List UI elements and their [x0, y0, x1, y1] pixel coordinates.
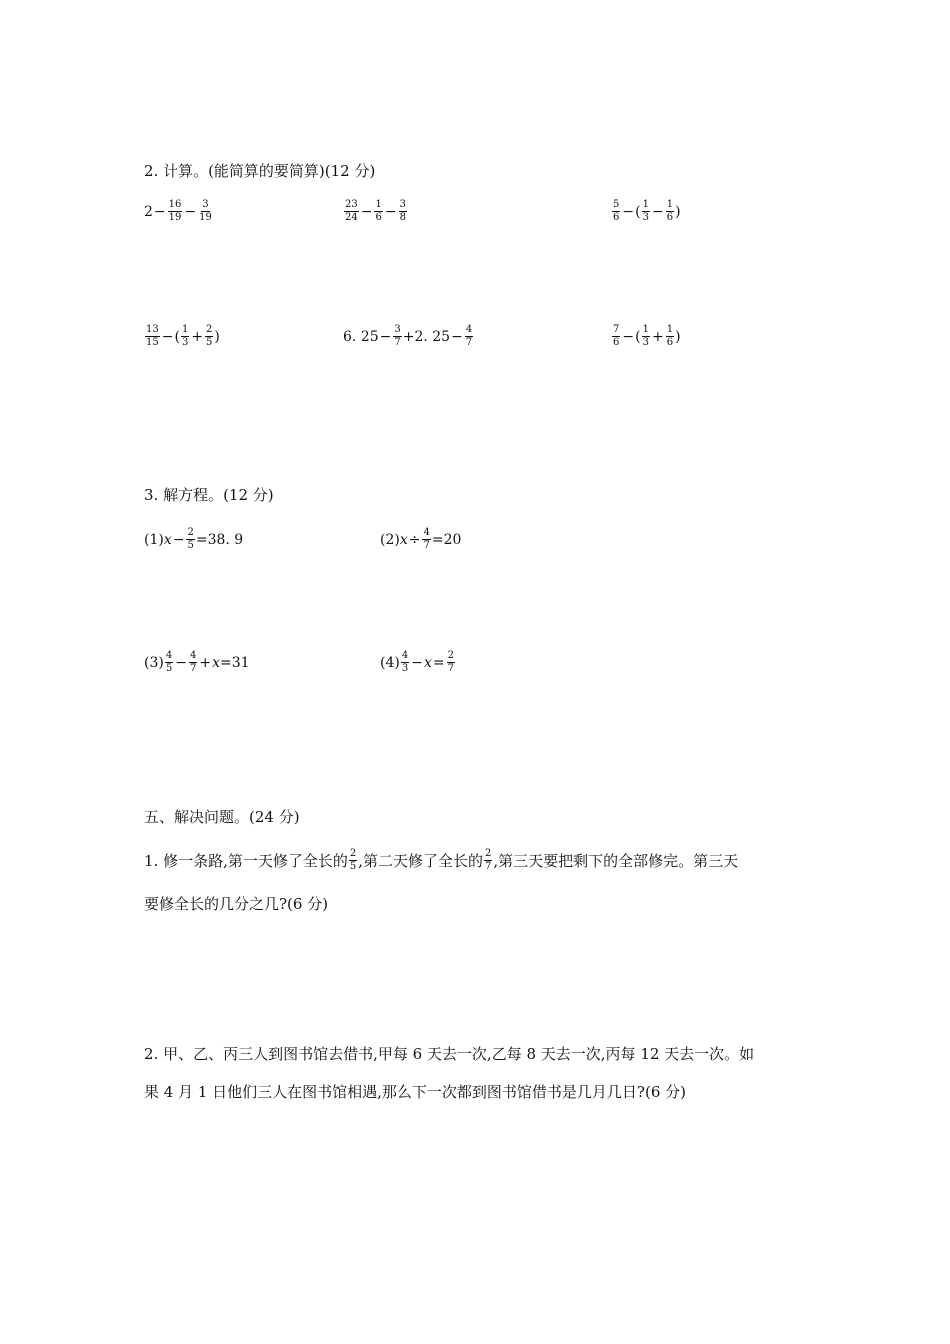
calc-expression-4 — [144, 325, 220, 348]
fraction — [666, 200, 674, 223]
operator: + — [191, 328, 204, 345]
operator: + — [651, 328, 664, 345]
fraction — [484, 849, 492, 872]
numerator: 4 — [401, 650, 409, 661]
term: 2 — [144, 203, 153, 220]
fraction — [666, 325, 674, 348]
denominator: 7 — [485, 861, 492, 872]
problem-text: ,第二天修了全长的 — [358, 851, 484, 870]
denominator: 7 — [394, 337, 401, 348]
operator: − — [172, 531, 185, 548]
calc-expression-1 — [144, 200, 214, 223]
fraction — [189, 651, 197, 674]
operator: − — [153, 203, 166, 220]
equation-label: (2) — [380, 531, 400, 548]
denominator: 5 — [187, 540, 194, 551]
equation-4 — [380, 651, 456, 674]
numerator: 2 — [187, 527, 194, 538]
denominator: 5 — [206, 337, 213, 348]
fraction — [186, 528, 194, 551]
operator: − — [451, 328, 463, 345]
denominator: 7 — [465, 337, 473, 348]
operator: − — [379, 328, 392, 345]
numerator: 7 — [613, 324, 620, 335]
denominator: 3 — [642, 212, 649, 223]
right-paren: ) — [675, 328, 681, 345]
equation-label: (1) — [144, 531, 164, 548]
equation-1 — [144, 528, 243, 551]
operator: − — [651, 203, 664, 220]
numerator: 1 — [642, 324, 649, 335]
numerator: 4 — [189, 650, 197, 661]
numerator: 2 — [447, 650, 454, 661]
problem-2-line-2: 果 4 月 1 日他们三人在图书馆相遇,那么下一次都到图书馆借书是几月几日?(6 分) — [144, 1083, 686, 1101]
problem-text: 1. 修一条路,第一天修了全长的 — [144, 851, 348, 870]
denominator: 19 — [199, 212, 212, 223]
left-paren: ( — [174, 328, 180, 345]
right-paren: ) — [675, 203, 681, 220]
operator: − — [175, 654, 187, 671]
denominator: 6 — [375, 212, 382, 223]
numerator: 2 — [206, 324, 213, 335]
numerator: 13 — [146, 324, 159, 335]
fraction — [344, 200, 359, 223]
variable: x — [423, 654, 432, 671]
denominator: 24 — [345, 212, 358, 223]
denominator: 6 — [666, 212, 674, 223]
calc-expression-5 — [343, 325, 474, 348]
denominator: 5 — [349, 861, 357, 872]
denominator: 3 — [181, 337, 189, 348]
numerator: 4 — [465, 324, 473, 335]
section-5-title: 五、解决问题。(24 分) — [144, 808, 300, 826]
left-paren: ( — [635, 203, 641, 220]
fraction — [422, 528, 430, 551]
denominator: 6 — [613, 337, 620, 348]
fraction — [205, 325, 213, 348]
fraction — [165, 651, 173, 674]
fraction — [465, 325, 473, 348]
equation-rhs: =31 — [219, 654, 250, 671]
calc-expression-2 — [343, 200, 408, 223]
numerator: 4 — [423, 527, 430, 538]
numerator: 1 — [666, 324, 674, 335]
operator: = — [432, 654, 445, 671]
denominator: 6 — [613, 212, 620, 223]
numerator: 1 — [375, 199, 382, 210]
problem-2-line-1: 2. 甲、乙、丙三人到图书馆去借书,甲每 6 天去一次,乙每 8 天去一次,丙每 12 天去一次。如 — [144, 1045, 755, 1063]
section-2-title: 2. 计算。(能简算的要简算)(12 分) — [144, 162, 376, 180]
variable: x — [163, 531, 172, 548]
term: +2. 25 — [402, 328, 451, 345]
problem-1-line-1 — [144, 849, 738, 872]
denominator: 5 — [165, 663, 173, 674]
fraction — [349, 849, 357, 872]
operator: − — [161, 328, 174, 345]
numerator: 5 — [613, 199, 620, 210]
equation-2 — [380, 528, 461, 551]
operator: − — [622, 203, 635, 220]
denominator: 15 — [146, 337, 159, 348]
numerator: 2 — [485, 848, 492, 859]
numerator: 4 — [165, 650, 173, 661]
fraction — [393, 325, 401, 348]
equation-label: (3) — [144, 654, 164, 671]
fraction — [642, 200, 650, 223]
numerator: 16 — [168, 199, 182, 210]
fraction — [612, 325, 620, 348]
denominator: 8 — [399, 212, 406, 223]
numerator: 1 — [642, 199, 649, 210]
operator: ÷ — [408, 531, 421, 548]
fraction — [401, 651, 409, 674]
equation-label: (4) — [380, 654, 400, 671]
denominator: 3 — [401, 663, 409, 674]
numerator: 3 — [399, 199, 406, 210]
numerator: 23 — [345, 199, 358, 210]
denominator: 3 — [642, 337, 649, 348]
right-paren: ) — [214, 328, 220, 345]
equation-rhs: =38. 9 — [195, 531, 244, 548]
problem-text: ,第三天要把剩下的全部修完。第三天 — [493, 851, 739, 870]
operator: − — [184, 203, 197, 220]
problem-1-line-2: 要修全长的几分之几?(6 分) — [144, 895, 329, 913]
fraction — [374, 200, 382, 223]
numerator: 3 — [202, 199, 209, 210]
numerator: 1 — [181, 324, 189, 335]
variable: x — [399, 531, 408, 548]
fraction — [168, 200, 183, 223]
equation-3 — [144, 651, 250, 674]
operator: − — [622, 328, 635, 345]
denominator: 7 — [189, 663, 197, 674]
operator: − — [360, 203, 373, 220]
fraction — [145, 325, 160, 348]
fraction — [642, 325, 650, 348]
numerator: 1 — [666, 199, 674, 210]
fraction — [198, 200, 213, 223]
fraction — [181, 325, 189, 348]
denominator: 6 — [666, 337, 674, 348]
numerator: 3 — [394, 324, 401, 335]
operator: − — [384, 203, 397, 220]
denominator: 19 — [168, 212, 182, 223]
equation-rhs: =20 — [431, 531, 462, 548]
fraction — [447, 651, 455, 674]
variable: x — [212, 654, 220, 671]
calc-expression-6 — [611, 325, 681, 348]
term: 6. 25 — [343, 328, 379, 345]
section-3-title: 3. 解方程。(12 分) — [144, 486, 274, 504]
fraction — [612, 200, 620, 223]
denominator: 7 — [447, 663, 454, 674]
numerator: 2 — [349, 848, 357, 859]
fraction — [399, 200, 407, 223]
left-paren: ( — [635, 328, 641, 345]
denominator: 7 — [423, 540, 430, 551]
operator: − — [411, 654, 423, 671]
operator: + — [199, 654, 212, 671]
calc-expression-3 — [611, 200, 681, 223]
